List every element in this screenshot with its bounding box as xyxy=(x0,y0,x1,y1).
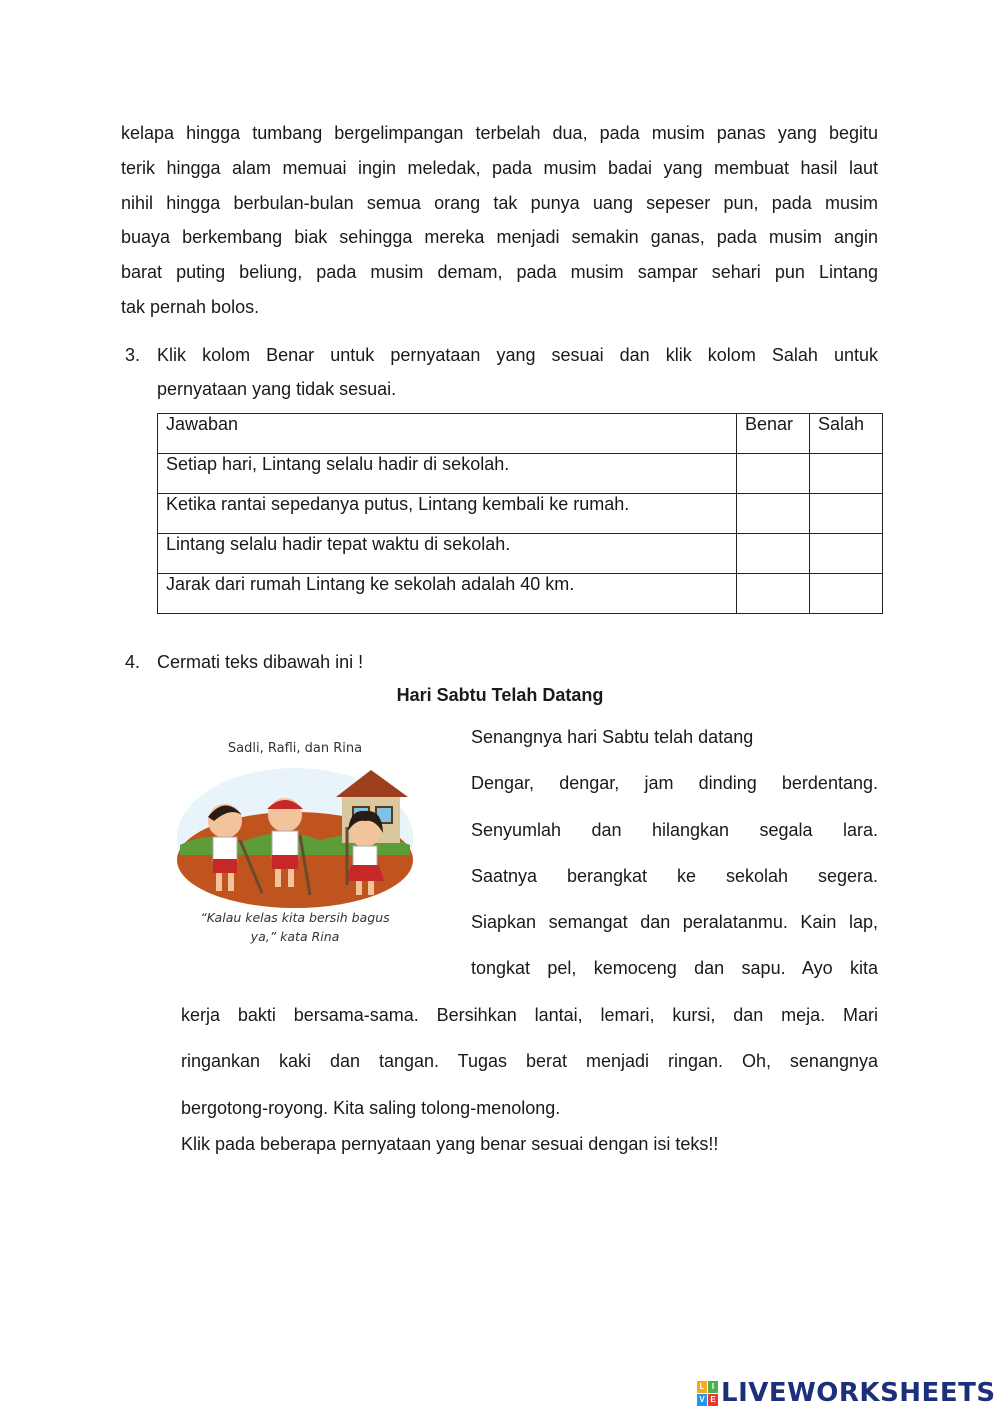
statement-cell: Ketika rantai sepedanya putus, Lintang kembali ke rumah. xyxy=(158,494,737,534)
table-header-row xyxy=(158,414,883,454)
illustration-caption-bottom xyxy=(170,908,420,946)
illustration-caption-top: Sadli, Rafli, dan Rina xyxy=(227,741,363,756)
question-4-prompt: Cermati teks dibawah ini ! xyxy=(157,652,364,672)
question-3-line: pernyataan yang tidak sesuai. xyxy=(157,379,397,399)
question-3-text xyxy=(157,338,878,406)
table-row xyxy=(158,534,883,574)
intro-paragraph xyxy=(121,116,878,325)
benar-cell[interactable] xyxy=(737,454,810,494)
intro-line: kelapa hingga tumbang bergelimpangan terbelah dua, pada musim panas yang begitu xyxy=(121,123,878,143)
statement-cell: Lintang selalu hadir tepat waktu di sekolah. xyxy=(158,534,737,574)
answer-table xyxy=(157,413,883,614)
logo-icon xyxy=(697,1381,718,1406)
salah-cell[interactable] xyxy=(810,494,883,534)
story-line: Senangnya hari Sabtu telah datang xyxy=(471,727,754,747)
intro-line: nihil hingga berbulan-bulan semua orang tak punya uang sepeser pun, pada musim xyxy=(121,192,878,213)
benar-cell[interactable] xyxy=(737,494,810,534)
statement-cell: Jarak dari rumah Lintang ke sekolah adalah 40 km. xyxy=(158,574,737,614)
header-benar: Benar xyxy=(737,414,810,454)
logo-square: E xyxy=(708,1394,718,1406)
story-title: Hari Sabtu Telah Datang xyxy=(396,685,604,705)
benar-cell[interactable] xyxy=(737,534,810,574)
logo-square: I xyxy=(708,1381,718,1393)
question-3-number: 3. xyxy=(125,345,141,365)
table-row xyxy=(158,574,883,614)
intro-line: terik hingga alam memuai ingin meledak, pada musim badai yang membuat hasil laut xyxy=(121,157,878,178)
statement-cell: Setiap hari, Lintang selalu hadir di sekolah. xyxy=(158,454,737,494)
header-salah: Salah xyxy=(810,414,883,454)
question-4-number: 4. xyxy=(125,652,141,672)
table-row xyxy=(158,494,883,534)
logo-text: LIVEWORKSHEETS xyxy=(721,1378,996,1408)
intro-line: barat puting beliung, pada musim demam, pada musim sampar sehari pun Lintang xyxy=(121,262,878,283)
logo-square: L xyxy=(697,1381,707,1393)
story-line: Siapkan semangat dan peralatanmu. Kain lap, xyxy=(471,912,878,933)
caption-line: ya,” kata Rina xyxy=(250,929,340,944)
question-3-line: Klik kolom Benar untuk pernyataan yang sesuai dan klik kolom Salah untuk xyxy=(157,345,878,365)
story-text-right xyxy=(471,714,878,992)
story-line: kerja bakti bersama-sama. Bersihkan lantai, lemari, kursi, dan meja. Mari xyxy=(181,1005,878,1025)
intro-line: tak pernah bolos. xyxy=(121,296,260,317)
story-line: Senyumlah dan hilangkan segala lara. xyxy=(471,819,878,840)
intro-line: buaya berkembang biak sehingga mereka menjadi semakin ganas, pada musim angin xyxy=(121,227,878,248)
header-jawaban: Jawaban xyxy=(158,414,737,454)
story-line: Dengar, dengar, jam dinding berdentang. xyxy=(471,773,878,794)
caption-line: “Kalau kelas kita bersih bagus xyxy=(200,910,390,925)
story-text-bottom xyxy=(181,992,878,1131)
story-line: tongkat pel, kemoceng dan sapu. Ayo kita xyxy=(471,958,878,979)
story-line: bergotong-royong. Kita saling tolong-menolong. xyxy=(181,1097,561,1118)
story-line: ringankan kaki dan tangan. Tugas berat menjadi ringan. Oh, senangnya xyxy=(181,1051,878,1072)
salah-cell[interactable] xyxy=(810,534,883,574)
salah-cell[interactable] xyxy=(810,574,883,614)
liveworksheets-logo xyxy=(697,1378,996,1408)
logo-square: V xyxy=(697,1394,707,1406)
salah-cell[interactable] xyxy=(810,454,883,494)
benar-cell[interactable] xyxy=(737,574,810,614)
question-4-instruction: Klik pada beberapa pernyataan yang benar sesuai dengan isi teks!! xyxy=(181,1134,719,1154)
story-line: Saatnya berangkat ke sekolah segera. xyxy=(471,865,878,886)
table-row xyxy=(158,454,883,494)
